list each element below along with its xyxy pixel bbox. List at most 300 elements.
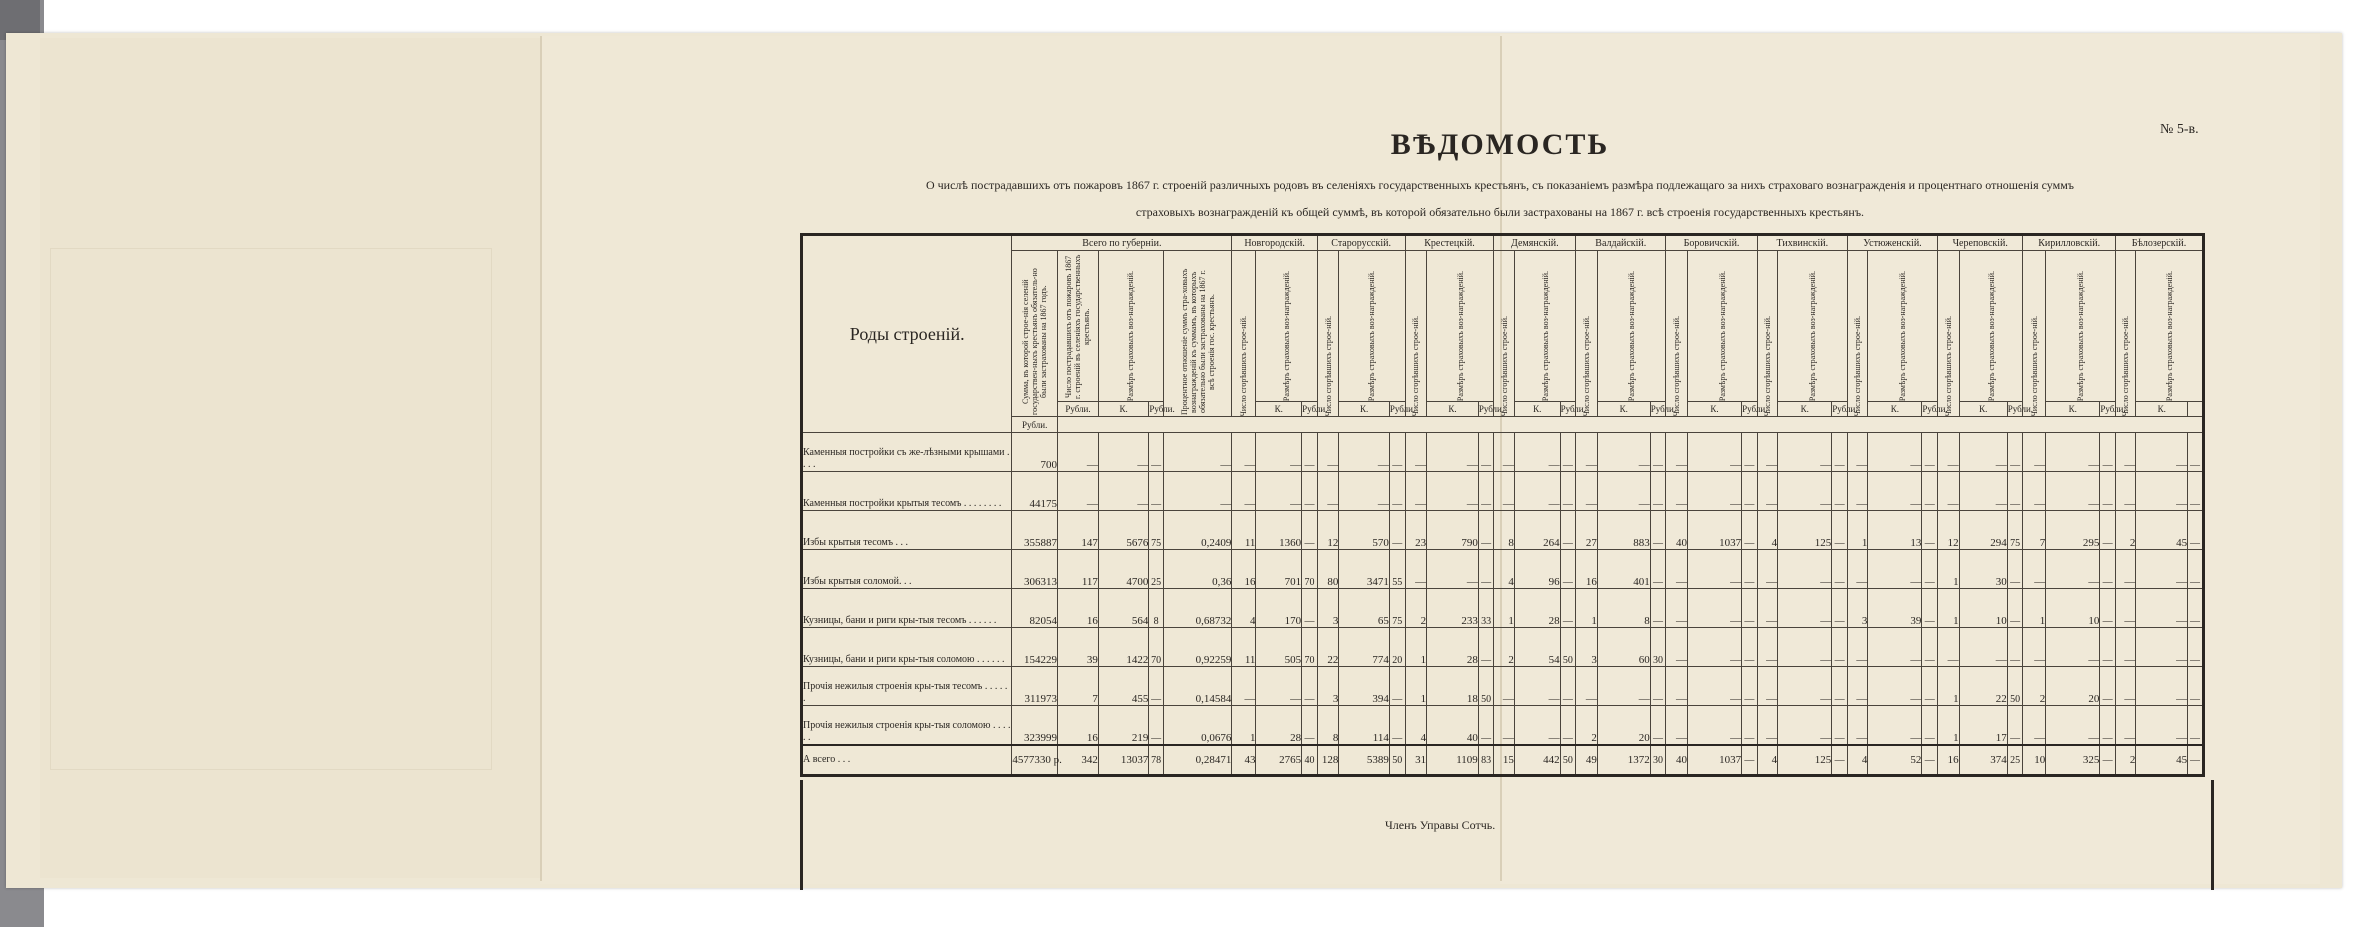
district-compensation-k: — [1742, 628, 1758, 667]
district-column-label: Размѣръ страховыхъ воз-награжденій. [1717, 270, 1727, 401]
district-compensation-k: — [2188, 511, 2204, 550]
district-burned-count: — [1317, 433, 1339, 472]
district-burned-count: 4 [1847, 745, 1867, 776]
district-compensation-k: 50 [1478, 667, 1494, 706]
table-row [802, 706, 2204, 746]
compensation-k: 78 [1149, 745, 1163, 776]
district-compensation-rub: — [1514, 706, 1560, 746]
district-compensation-rub: — [1256, 433, 1302, 472]
district-compensation-k: — [1560, 706, 1576, 746]
district-burned-count: 12 [1317, 511, 1339, 550]
district-compensation-k: 30 [1650, 628, 1666, 667]
district-column-header [1317, 251, 1339, 417]
insured-sum: 44175 [1012, 472, 1058, 511]
row-label: Избы крытыя тесомъ . . . [802, 511, 1012, 550]
burned-count: 342 [1058, 745, 1099, 776]
district-compensation-rub: — [1868, 472, 1922, 511]
district-burned-count: 2 [2023, 667, 2046, 706]
document-number: № 5-в. [2160, 122, 2199, 137]
district-compensation-k: — [2188, 589, 2204, 628]
district-compensation-rub: 8 [1597, 589, 1650, 628]
district-column-header [2046, 251, 2116, 402]
district-compensation-rub: — [1688, 589, 1742, 628]
district-compensation-rub: — [1959, 472, 2007, 511]
province-column-label: Сумма, въ которой строе-нія селеній государствен-ныхъ крестьянъ обязатель-но были застрахованы на 1867 годъ. [1021, 268, 1049, 416]
compensation-k: — [1149, 472, 1163, 511]
district-burned-count: 2 [1405, 589, 1427, 628]
district-burned-count: — [1232, 667, 1256, 706]
district-compensation-rub: — [1514, 667, 1560, 706]
district-burned-count: — [1494, 706, 1514, 746]
district-compensation-rub: 45 [2136, 745, 2188, 776]
district-compensation-k: — [2100, 706, 2116, 746]
district-compensation-k: 25 [2007, 745, 2023, 776]
district-burned-count: 2 [1494, 628, 1514, 667]
burned-count: 147 [1058, 511, 1099, 550]
district-burned-count: 1 [1938, 550, 1960, 589]
unit-rub: Рубли. [1742, 402, 1758, 417]
row-label: Прочія нежилыя строенія кры-тыя соломою . . . . . . [802, 706, 1012, 746]
district-compensation-k: — [1302, 589, 1318, 628]
district-compensation-k: — [1650, 667, 1666, 706]
district-burned-count: — [2023, 433, 2046, 472]
unit-rub: Рубли. [1302, 402, 1318, 417]
district-burned-count: — [1666, 550, 1688, 589]
district-burned-count: 3 [1317, 667, 1339, 706]
district-column-header [2115, 251, 2135, 417]
district-compensation-rub: 401 [1597, 550, 1650, 589]
district-column-label: Размѣръ страховыхъ воз-награжденій. [2164, 270, 2174, 401]
table-row [802, 589, 2204, 628]
row-label: Прочія нежилыя строенія кры-тыя тесомъ . . . . . . [802, 667, 1012, 706]
district-burned-count: — [2115, 550, 2135, 589]
district-compensation-k: — [1832, 511, 1848, 550]
unit-k: К. [1688, 402, 1742, 417]
burned-count: 117 [1058, 550, 1099, 589]
province-column-header [1012, 251, 1058, 417]
district-burned-count: — [1757, 667, 1777, 706]
district-column-label: Размѣръ страховыхъ воз-награжденій. [1986, 270, 1996, 401]
district-compensation-rub: — [1339, 472, 1389, 511]
compensation-k: 8 [1149, 589, 1163, 628]
district-compensation-rub: — [1597, 472, 1650, 511]
district-burned-count: 3 [1317, 589, 1339, 628]
district-burned-count: — [2115, 472, 2135, 511]
district-compensation-rub: 1037 [1688, 511, 1742, 550]
district-column-header [1847, 251, 1867, 417]
district-burned-count: 1 [1938, 706, 1960, 746]
row-label: Каменныя постройки крытыя тесомъ . . . . . . . . [802, 472, 1012, 511]
unit-rub: Рубли. [1832, 402, 1848, 417]
district-column-header [2023, 251, 2046, 417]
district-header: Тихвинскій. [1757, 235, 1847, 251]
district-compensation-k: — [1832, 745, 1848, 776]
district-burned-count: — [1847, 472, 1867, 511]
district-compensation-rub: — [2136, 433, 2188, 472]
district-burned-count: — [1847, 628, 1867, 667]
percent-ratio: 0,92259 [1163, 628, 1232, 667]
district-column-header [1938, 251, 1960, 417]
district-compensation-k: — [1650, 433, 1666, 472]
district-burned-count: — [1666, 706, 1688, 746]
district-compensation-k: — [1742, 706, 1758, 746]
burned-count: 7 [1058, 667, 1099, 706]
district-compensation-k: — [1922, 745, 1938, 776]
district-compensation-rub: 114 [1339, 706, 1389, 746]
rows-header: Роды строеній. [802, 235, 1012, 433]
district-compensation-rub: 170 [1256, 589, 1302, 628]
district-burned-count: 1 [1405, 667, 1427, 706]
unit-rub: Рубли. [1922, 402, 1938, 417]
district-compensation-rub: 264 [1514, 511, 1560, 550]
district-compensation-k: — [1560, 550, 1576, 589]
district-column-header [1514, 251, 1575, 402]
burned-count: — [1058, 433, 1099, 472]
fold-seam [540, 36, 542, 881]
district-burned-count: 4 [1757, 511, 1777, 550]
unit-k: К. [1256, 402, 1302, 417]
district-compensation-k: — [2007, 550, 2023, 589]
district-burned-count: 40 [1666, 511, 1688, 550]
district-column-label: Число сгорѣвшихъ строе-ній. [1582, 315, 1592, 416]
district-burned-count: — [1666, 472, 1688, 511]
district-compensation-k: — [2188, 667, 2204, 706]
district-compensation-k: — [2100, 589, 2116, 628]
compensation-rub: 564 [1098, 589, 1148, 628]
district-header: Боровичскій. [1666, 235, 1757, 251]
district-compensation-k: — [1742, 745, 1758, 776]
district-compensation-k: — [1560, 433, 1576, 472]
district-compensation-rub: 1372 [1597, 745, 1650, 776]
district-compensation-rub: — [2046, 628, 2100, 667]
district-burned-count: — [1757, 706, 1777, 746]
district-header: Новгородскій. [1232, 235, 1317, 251]
province-column-header [1163, 251, 1232, 417]
district-compensation-k: — [1560, 667, 1576, 706]
insured-sum: 355887 [1012, 511, 1058, 550]
district-burned-count: — [1666, 589, 1688, 628]
district-compensation-rub: 28 [1256, 706, 1302, 746]
district-compensation-k: — [1742, 550, 1758, 589]
signature-line: Членъ Управы Сотчь. [1385, 818, 1496, 832]
table-row [802, 433, 2204, 472]
district-compensation-rub: 65 [1339, 589, 1389, 628]
district-compensation-k: — [1478, 706, 1494, 746]
district-compensation-rub: — [1597, 667, 1650, 706]
district-column-label: Размѣръ страховыхъ воз-награжденій. [1898, 270, 1908, 401]
district-compensation-rub: 1360 [1256, 511, 1302, 550]
table-row [802, 550, 2204, 589]
district-compensation-rub: — [1959, 628, 2007, 667]
district-compensation-k: — [1922, 472, 1938, 511]
district-compensation-rub: 394 [1339, 667, 1389, 706]
district-burned-count: — [2023, 472, 2046, 511]
district-column-label: Число сгорѣвшихъ строе-ній. [1323, 315, 1333, 416]
district-burned-count: — [2115, 628, 2135, 667]
district-compensation-rub: 1037 [1688, 745, 1742, 776]
district-burned-count: — [1232, 472, 1256, 511]
insured-sum: 82054 [1012, 589, 1058, 628]
district-burned-count: — [1666, 667, 1688, 706]
percent-ratio: 0,2409 [1163, 511, 1232, 550]
district-compensation-k: — [1302, 706, 1318, 746]
district-burned-count: 12 [1938, 511, 1960, 550]
district-column-header [1597, 251, 1666, 402]
district-compensation-rub: 3471 [1339, 550, 1389, 589]
district-burned-count: 3 [1847, 589, 1867, 628]
district-compensation-k: — [1478, 472, 1494, 511]
district-header: Череповскій. [1938, 235, 2023, 251]
district-compensation-rub: 374 [1959, 745, 2007, 776]
district-column-label: Число сгорѣвшихъ строе-ній. [1239, 315, 1249, 416]
unit-rub: Рубли. [1389, 402, 1405, 417]
district-burned-count: 16 [1938, 745, 1960, 776]
row-label: Избы крытыя соломой. . . [802, 550, 1012, 589]
district-burned-count: 4 [1757, 745, 1777, 776]
district-burned-count: — [1494, 667, 1514, 706]
compensation-rub: — [1098, 433, 1148, 472]
district-column-header [1868, 251, 1938, 402]
district-compensation-k: — [2007, 472, 2023, 511]
district-compensation-k: — [1478, 433, 1494, 472]
district-burned-count: — [1576, 472, 1598, 511]
compensation-rub: 5676 [1098, 511, 1148, 550]
district-compensation-rub: 1109 [1427, 745, 1479, 776]
district-column-header [1959, 251, 2023, 402]
district-compensation-k: — [1832, 667, 1848, 706]
district-burned-count: — [1847, 667, 1867, 706]
compensation-rub: 1422 [1098, 628, 1148, 667]
district-burned-count: 1 [1405, 628, 1427, 667]
district-compensation-k: — [1922, 433, 1938, 472]
district-burned-count: 1 [1576, 589, 1598, 628]
district-compensation-k: — [2100, 550, 2116, 589]
district-burned-count: 11 [1232, 628, 1256, 667]
district-compensation-k: — [2188, 433, 2204, 472]
district-burned-count: 11 [1232, 511, 1256, 550]
district-column-label: Число сгорѣвшихъ строе-ній. [2029, 315, 2039, 416]
district-burned-count: — [1938, 628, 1960, 667]
table-footer-frame [800, 780, 2214, 890]
district-column-label: Число сгорѣвшихъ строе-ній. [2121, 315, 2131, 416]
province-column-header [1058, 251, 1099, 402]
district-compensation-rub: — [1688, 667, 1742, 706]
district-compensation-k: 50 [2007, 667, 2023, 706]
document-sheet [780, 0, 2220, 927]
district-compensation-rub: — [1256, 472, 1302, 511]
district-column-header [2136, 251, 2204, 402]
district-column-header [1494, 251, 1514, 417]
unit-k: К. [1778, 402, 1832, 417]
district-compensation-rub: — [2136, 589, 2188, 628]
district-burned-count: — [1317, 472, 1339, 511]
row-label: А всего . . . [802, 745, 1012, 776]
unit-rub: Рубли. [2100, 402, 2116, 417]
district-compensation-k: 75 [2007, 511, 2023, 550]
compensation-rub: — [1098, 472, 1148, 511]
district-column-header [1757, 251, 1777, 417]
district-column-header [1405, 251, 1427, 417]
percent-ratio: 0,68732 [1163, 589, 1232, 628]
district-compensation-k: — [2188, 550, 2204, 589]
district-compensation-k: — [2007, 433, 2023, 472]
district-column-label: Число сгорѣвшихъ строе-ній. [1943, 315, 1953, 416]
district-compensation-k: 83 [1478, 745, 1494, 776]
unit-rub: Рубли. [1560, 402, 1576, 417]
district-compensation-rub: — [1778, 628, 1832, 667]
district-compensation-rub: 17 [1959, 706, 2007, 746]
district-column-header [1339, 251, 1405, 402]
district-compensation-k: — [1742, 511, 1758, 550]
district-compensation-rub: 28 [1427, 628, 1479, 667]
unit-k: К. [1868, 402, 1922, 417]
district-compensation-k: — [1560, 511, 1576, 550]
district-compensation-k: — [1302, 511, 1318, 550]
district-compensation-rub: 570 [1339, 511, 1389, 550]
district-compensation-k: — [1922, 628, 1938, 667]
district-burned-count: — [1757, 628, 1777, 667]
district-compensation-rub: — [1868, 433, 1922, 472]
district-compensation-rub: 20 [2046, 667, 2100, 706]
district-compensation-rub: 701 [1256, 550, 1302, 589]
compensation-k: 70 [1149, 628, 1163, 667]
district-column-header [1688, 251, 1758, 402]
district-burned-count: 16 [1232, 550, 1256, 589]
district-column-label: Размѣръ страховыхъ воз-награжденій. [1455, 270, 1465, 401]
fire-statistics-table [800, 233, 2205, 777]
district-burned-count: — [1494, 433, 1514, 472]
insured-sum: 4577330 р. [1012, 745, 1058, 776]
district-column-header [1256, 251, 1317, 402]
district-compensation-k: — [1478, 628, 1494, 667]
district-compensation-k: — [2100, 433, 2116, 472]
district-header: Демянскій. [1494, 235, 1576, 251]
district-compensation-k: — [1832, 706, 1848, 746]
district-compensation-k: — [1742, 433, 1758, 472]
district-column-header [1778, 251, 1848, 402]
district-compensation-rub: 233 [1427, 589, 1479, 628]
province-column-label: Процентное отношеніе суммъ стра-ховыхъ вознагражденій къ суммамъ, въ которыхъ обязательно были застрахованы на 1867 г. всѣ строенія гос. крестьянъ. [1179, 268, 1216, 416]
district-column-label: Число сгорѣвшихъ строе-ній. [1672, 315, 1682, 416]
district-compensation-rub: 30 [1959, 550, 2007, 589]
unit-k: К. [1597, 402, 1650, 417]
district-burned-count: — [2023, 550, 2046, 589]
district-header: Бѣлозерскій. [2115, 235, 2203, 251]
district-compensation-rub: 28 [1514, 589, 1560, 628]
district-compensation-rub: 96 [1514, 550, 1560, 589]
district-compensation-k: — [2100, 628, 2116, 667]
district-compensation-k: — [1922, 667, 1938, 706]
district-compensation-rub: 505 [1256, 628, 1302, 667]
district-compensation-k: — [1389, 706, 1405, 746]
district-burned-count: — [1847, 550, 1867, 589]
district-compensation-rub: 790 [1427, 511, 1479, 550]
district-compensation-k: — [2007, 589, 2023, 628]
district-compensation-k: 20 [1389, 628, 1405, 667]
district-compensation-k: — [1922, 511, 1938, 550]
district-burned-count: 128 [1317, 745, 1339, 776]
district-compensation-rub: — [1778, 589, 1832, 628]
compensation-k: 75 [1149, 511, 1163, 550]
district-burned-count: — [1938, 433, 1960, 472]
district-compensation-rub: — [2136, 667, 2188, 706]
district-burned-count: 15 [1494, 745, 1514, 776]
district-compensation-rub: — [2136, 628, 2188, 667]
district-column-label: Число сгорѣвшихъ строе-ній. [1762, 315, 1772, 416]
district-compensation-rub: — [2046, 550, 2100, 589]
province-column-label: Размѣръ страховыхъ воз-награжденій. [1126, 270, 1136, 401]
district-compensation-k: — [2188, 628, 2204, 667]
district-compensation-rub: 442 [1514, 745, 1560, 776]
document-subtitle-line2: страховыхъ вознагражденій къ общей суммѣ, въ которой обязательно были застрахованы на 1867 г. всѣ строенія государственныхъ крестьянъ. [1135, 205, 1865, 219]
row-label: Каменныя постройки съ же-лѣзными крышами . . . . [802, 433, 1012, 472]
district-burned-count: — [1757, 550, 1777, 589]
district-compensation-rub: 5389 [1339, 745, 1389, 776]
district-compensation-rub: 39 [1868, 589, 1922, 628]
district-burned-count: 80 [1317, 550, 1339, 589]
district-burned-count: — [2115, 667, 2135, 706]
district-compensation-k: 70 [1302, 550, 1318, 589]
district-compensation-rub: — [1256, 667, 1302, 706]
folded-panel-left [40, 38, 541, 878]
district-compensation-rub: — [1688, 628, 1742, 667]
district-compensation-k: — [1832, 589, 1848, 628]
district-compensation-rub: — [1868, 667, 1922, 706]
district-compensation-rub: 883 [1597, 511, 1650, 550]
district-compensation-rub: 22 [1959, 667, 2007, 706]
district-burned-count: 16 [1576, 550, 1598, 589]
province-column-label: Число пострадавшихъ отъ пожаровъ 1867 г. строеній въ селеніяхъ государственныхъ крестьянъ. [1064, 254, 1092, 400]
district-burned-count: 43 [1232, 745, 1256, 776]
district-header: Валдайскій. [1576, 235, 1666, 251]
district-compensation-rub: 20 [1597, 706, 1650, 746]
province-column-header [1098, 251, 1163, 402]
district-compensation-rub: — [1959, 433, 2007, 472]
compensation-rub: 219 [1098, 706, 1148, 746]
document-subtitle-line1: О числѣ пострадавшихъ отъ пожаровъ 1867 г. строеній различныхъ родовъ въ селеніяхъ государственныхъ крестьянъ, съ показаніемъ размѣра подлежащаго за нихъ страховаго вознагражденія и процентнаго отношенія суммъ [925, 178, 2074, 192]
district-compensation-k: — [1302, 667, 1318, 706]
district-burned-count: 1 [1938, 667, 1960, 706]
district-compensation-rub: — [1597, 433, 1650, 472]
district-compensation-rub: 125 [1778, 511, 1832, 550]
district-compensation-k: — [1832, 550, 1848, 589]
district-compensation-k: — [1922, 589, 1938, 628]
document-title: ВѢДОМОСТЬ [1390, 128, 1610, 161]
district-header: Устюженскій. [1847, 235, 1937, 251]
district-compensation-k: — [1478, 511, 1494, 550]
district-compensation-k: — [2100, 745, 2116, 776]
district-burned-count: 2 [1576, 706, 1598, 746]
district-burned-count: 1 [2023, 589, 2046, 628]
district-compensation-k: — [1832, 628, 1848, 667]
unit-k: К. [2046, 402, 2100, 417]
unit-rub: Рубли. [1058, 402, 1099, 417]
district-burned-count: 2 [2115, 511, 2135, 550]
table-row [802, 472, 2204, 511]
district-compensation-k: — [1389, 433, 1405, 472]
district-burned-count: — [2115, 433, 2135, 472]
district-burned-count: 4 [1232, 589, 1256, 628]
district-burned-count: — [1405, 550, 1427, 589]
district-compensation-rub: — [2046, 472, 2100, 511]
district-compensation-rub: — [1778, 550, 1832, 589]
percent-ratio: — [1163, 472, 1232, 511]
district-burned-count: — [1494, 472, 1514, 511]
district-compensation-rub: — [2136, 550, 2188, 589]
district-compensation-rub: 45 [2136, 511, 2188, 550]
district-compensation-rub: — [1688, 706, 1742, 746]
district-column-header [1666, 251, 1688, 417]
